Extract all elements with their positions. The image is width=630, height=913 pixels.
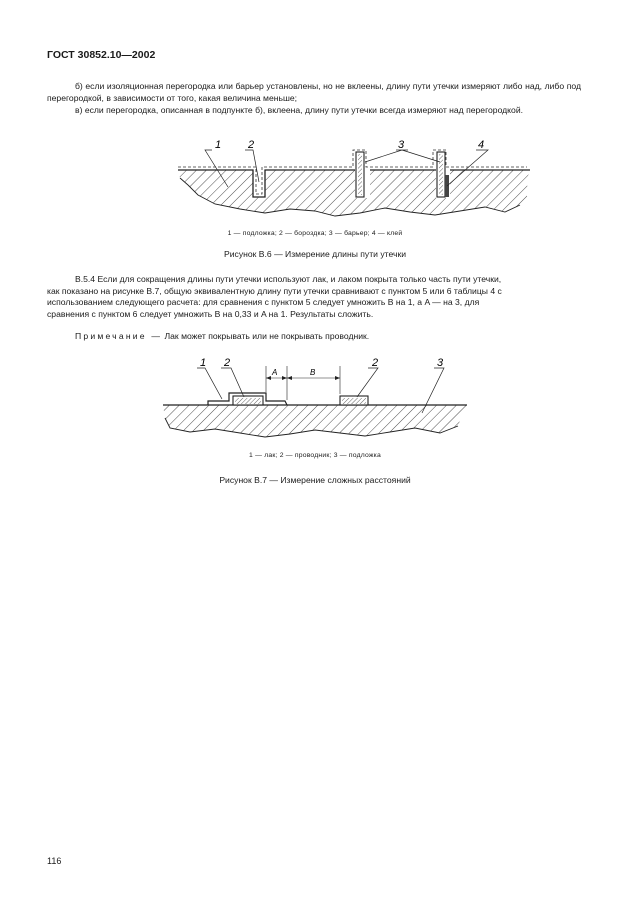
figure-b7-drawing [0,352,630,452]
label-b7-3: 3 [437,357,444,369]
label-b7-2b: 2 [372,357,379,369]
label-b6-3: 3 [398,139,405,151]
barrier-3b-glued [437,152,449,197]
paragraph-b-text: б) если изоляционная перегородка или барьер установлены, но не вклеены, длину пути утечки измеряют либо над, либо под перегородкой, в зависимости от того, какая величина меньше; [47,81,581,103]
conductor-left [233,396,263,405]
section-b54-line2: как показано на рисунке В.7, общую эквивалентную длину пути утечки сравнивают с пунктом 5 или 6 таблицы 4 с [47,285,502,296]
substrate-b6 [170,160,540,220]
figure-b6-caption: Рисунок В.6 — Измерение длины пути утечки [223,249,407,259]
conductor-right [340,396,368,405]
substrate-b7 [160,400,470,440]
label-b6-4: 4 [478,139,485,151]
label-b7-1: 1 [200,357,207,369]
note-label: Примечание — [75,331,163,341]
label-b7-2a: 2 [224,357,231,369]
section-b54-line3: использованием следующего расчета: для сравнения с пунктом 5 следует умножить B на 1, а A — на 3, для [47,297,480,307]
dimension-lines [266,366,340,400]
section-b54-line4: сравнения с пунктом 6 следует умножить B на 0,33 и A на 1. Результаты сложить. [47,308,374,319]
dimension-a: A [272,368,278,377]
page-number: 116 [47,856,62,866]
figure-b7-legend: 1 — лак; 2 — проводник; 3 — подложка [249,452,381,459]
note-text: Лак может покрывать или не покрывать проводник. [164,331,370,341]
section-b54-line1: В.5.4 Если для сокращения длины пути утечки используют лак, и лаком покрыта только часть пути утечки, [75,274,502,284]
label-b6-2: 2 [248,139,255,151]
note [47,331,581,343]
paragraph-v-text: в) если перегородка, описанная в подпункте б), вклеена, длину пути утечки всегда измеряют над перегородкой. [75,105,524,115]
barrier-3a [356,152,364,197]
label-b6-1: 1 [215,139,222,151]
document-header: ГОСТ 30852.10—2002 [47,49,156,61]
dimension-b: B [310,368,316,377]
figure-b7-caption: Рисунок В.7 — Измерение сложных расстояний [219,475,411,485]
figure-b6-legend: 1 — подложка; 2 — бороздка; 3 — барьер; 4 — клей [227,230,403,237]
paragraph-v [47,105,581,117]
section-b54 [47,274,581,320]
paragraph-b [47,81,581,104]
